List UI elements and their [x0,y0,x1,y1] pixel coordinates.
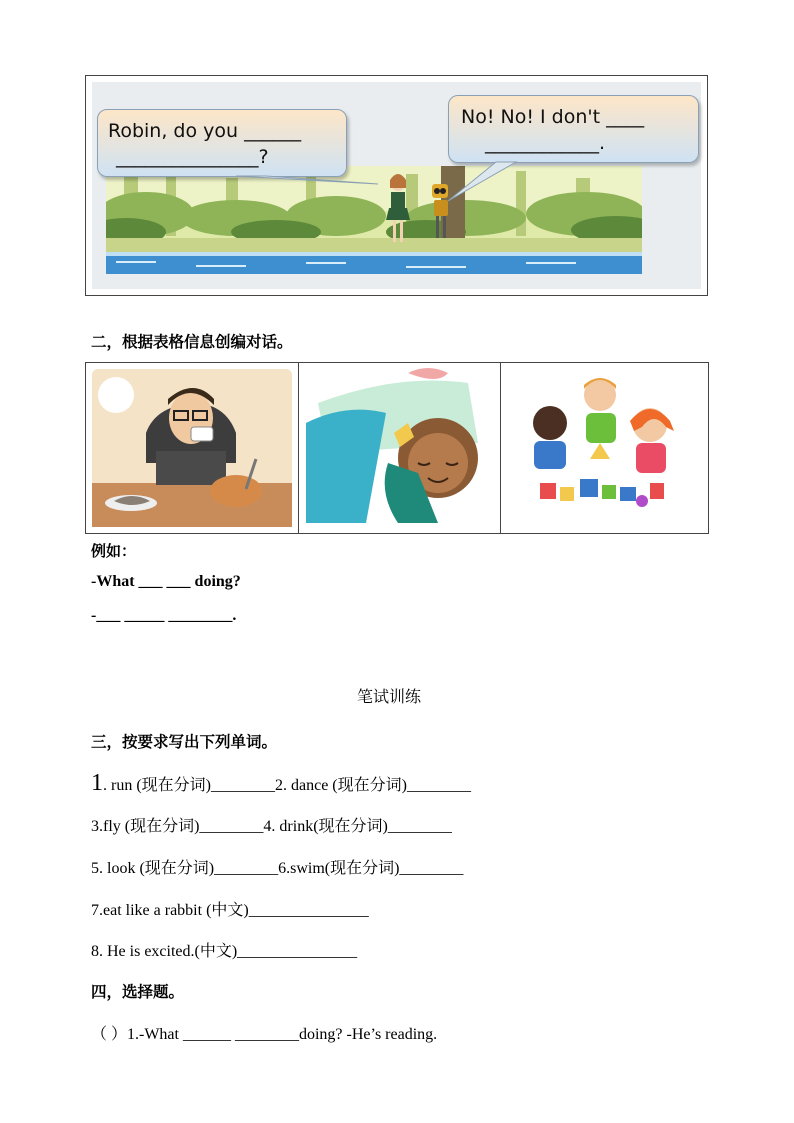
picture-table [85,362,709,534]
choice-question-1: （ ）1.-What ______ ________doing? -He’s reading. [91,1026,438,1043]
picture-cell-girl-sleeping [298,363,501,533]
bubble-tails [86,76,707,295]
question-1-number: 1 [91,770,103,796]
example-answer: -___ _____ ________. [91,607,237,624]
bubble-left-line1: Robin, do you ______ [108,120,302,142]
bubble-left-line2: _______________? [116,146,269,168]
section2-heading: 二，根据表格信息创编对话。 [91,333,293,351]
written-practice-title: 笔试训练 [357,687,422,706]
girl-sleeping-image [298,363,500,533]
question-1-2-text: . run (现在分词)________2. dance (现在分词)________ [103,777,471,794]
example-label: 例如： [91,542,137,560]
man-drinking-image [86,363,298,533]
story-illustration-box [85,75,708,296]
picture-cell-man-drinking [86,363,299,533]
question-1-2 [91,768,471,801]
question-8: 8. He is excited.(中文)_______________ [91,943,358,960]
question-3-4: 3.fly (现在分词)________4. drink(现在分词)________ [91,818,452,835]
bubble-right-line1: No! No! I don't ____ [461,106,645,128]
bubble-right-line2: ____________. [485,132,606,154]
kids-playing-image [500,363,708,533]
question-7: 7.eat like a rabbit (中文)_______________ [91,902,369,919]
section4-heading: 四，选择题。 [91,983,185,1001]
question-5-6: 5. look (现在分词)________6.swim(现在分词)________ [91,860,464,877]
section3-heading: 三，按要求写出下列单词。 [91,733,278,751]
example-question: -What ___ ___ doing? [91,573,241,590]
picture-cell-kids-playing [500,363,708,533]
